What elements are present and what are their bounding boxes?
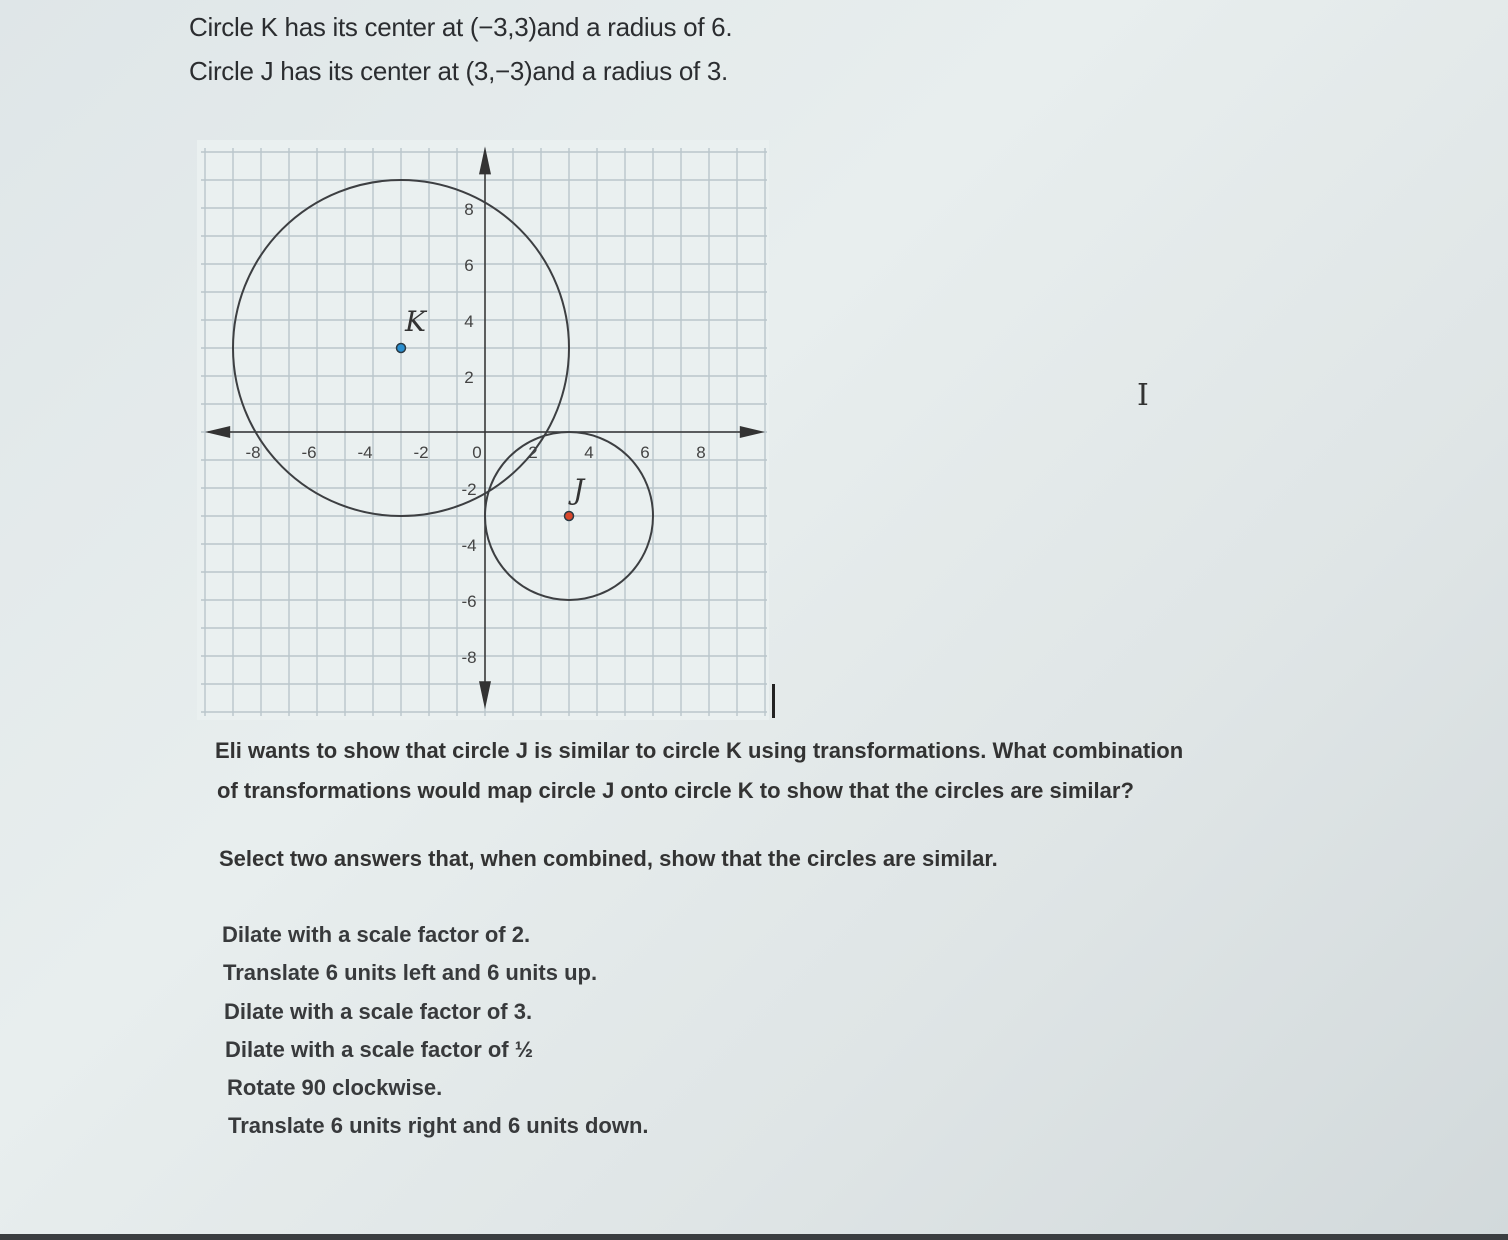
graph-background	[197, 140, 769, 720]
answer-option[interactable]: Dilate with a scale factor of 2.	[222, 922, 531, 947]
x-tick-label: 8	[696, 443, 706, 462]
y-tick-label: -2	[461, 480, 477, 499]
x-tick-label: 6	[640, 443, 650, 462]
answer-option[interactable]: Rotate 90 clockwise.	[227, 1075, 443, 1100]
x-tick-label: 4	[584, 443, 594, 462]
center-point-j	[565, 512, 574, 521]
answer-option[interactable]: Dilate with a scale factor of ½	[225, 1037, 534, 1062]
circle-j-description: Circle J has its center at (3,−3)and a radius of 3.	[189, 56, 728, 86]
x-tick-label: -8	[245, 443, 261, 462]
answer-option[interactable]: Dilate with a scale factor of 3.	[224, 999, 533, 1024]
y-tick-label: 8	[464, 200, 474, 219]
x-tick-label: 2	[528, 443, 538, 462]
text-cursor-icon: I	[1137, 378, 1149, 413]
x-tick-label: 0	[472, 443, 482, 462]
y-tick-label: -4	[461, 536, 477, 555]
answer-option[interactable]: Translate 6 units left and 6 units up.	[223, 960, 598, 985]
answer-option[interactable]: Translate 6 units right and 6 units down.	[228, 1113, 649, 1138]
y-tick-label: 2	[464, 368, 474, 387]
y-tick-label: 6	[464, 256, 474, 275]
circle-k-description: Circle K has its center at (−3,3)and a radius of 6.	[189, 12, 733, 42]
center-label-k: K	[405, 305, 426, 338]
question-line-1: Eli wants to show that circle J is similar to circle K using transformations. What combination	[215, 738, 1184, 763]
center-point-k	[397, 344, 406, 353]
question-instruction: Select two answers that, when combined, show that the circles are similar.	[219, 846, 998, 871]
x-tick-label: -4	[357, 443, 373, 462]
x-tick-label: -2	[413, 443, 429, 462]
screen-bezel	[0, 1234, 1508, 1240]
coordinate-graph	[197, 140, 769, 720]
text-caret	[772, 684, 775, 718]
y-tick-label: -8	[461, 648, 477, 667]
question-line-2: of transformations would map circle J onto circle K to show that the circles are similar?	[217, 778, 1134, 803]
y-tick-label: 4	[464, 312, 474, 331]
x-tick-label: -6	[301, 443, 317, 462]
center-label-j: J	[573, 473, 585, 506]
y-tick-label: -6	[461, 592, 477, 611]
